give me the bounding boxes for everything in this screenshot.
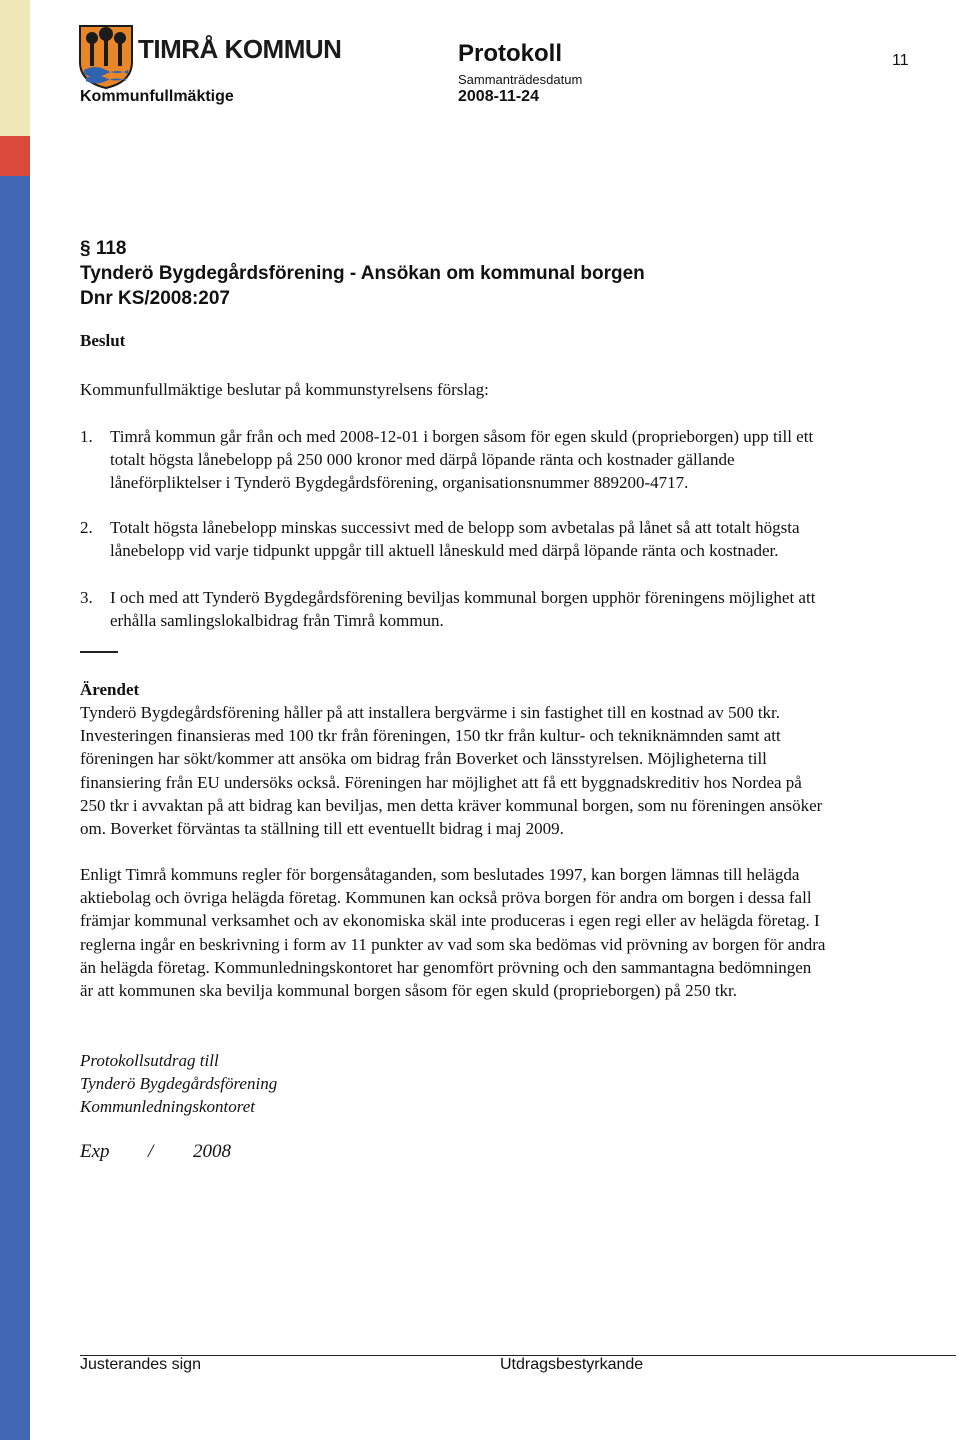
paragraph-line: föreningen har sökt/kommer att ansöka om bidrag från Boverket och länsstyrelsen. Möjligheterna till bbox=[80, 749, 767, 769]
distribution-recipient: Tynderö Bygdegårdsförening bbox=[80, 1074, 278, 1093]
case-heading bbox=[80, 236, 645, 311]
arendet-paragraph bbox=[80, 701, 956, 840]
footer-certification-label: Utdragsbestyrkande bbox=[500, 1356, 644, 1373]
case-title: Tynderö Bygdegårdsförening - Ansökan om kommunal borgen bbox=[80, 263, 645, 284]
margin-stripe-red bbox=[0, 136, 30, 176]
paragraph-number: § 118 bbox=[80, 238, 127, 259]
decision-item bbox=[80, 425, 955, 494]
distribution-recipient: Kommunledningskontoret bbox=[80, 1097, 256, 1116]
beslut-heading: Beslut bbox=[80, 331, 126, 350]
page-number: 11 bbox=[892, 52, 909, 69]
decision-item-line: lånebelopp vid varje tidpunkt uppgår till aktuell låneskuld med därpå löpande ränta och kostnader. bbox=[110, 541, 779, 560]
margin-stripe-blue bbox=[0, 176, 30, 1440]
paragraph-line: Investeringen finansieras med 100 tkr från föreningen, 150 tkr från kultur- och tekniknämnden samt att bbox=[80, 726, 781, 746]
paragraph-line: reglerna ingår en beskrivning i form av 11 punkter av vad som ska bedömas vid prövning av borgen för andra bbox=[80, 934, 826, 954]
decision-item-line: totalt högsta lånebelopp på 250 000 kronor med därpå löpande ränta och kostnader gällande bbox=[110, 450, 735, 469]
decision-item bbox=[80, 516, 955, 562]
decision-body: Kommunfullmäktige bbox=[80, 88, 234, 105]
case-dnr: Dnr KS/2008:207 bbox=[80, 288, 230, 309]
paragraph-line: om. Boverket förväntas ta ställning till ett eventuellt bidrag i maj 2009. bbox=[80, 819, 564, 839]
decision-item-line: Timrå kommun går från och med 2008-12-01 i borgen såsom för egen skuld (proprieborgen) upp till ett bbox=[110, 427, 814, 446]
paragraph-line: Tynderö Bygdegårdsförening håller på att installera bergvärme i sin fastighet till en kostnad av 500 tkr. bbox=[80, 703, 781, 722]
timra-crest-icon bbox=[76, 24, 136, 90]
paragraph-line: finansiering från EU undersöks också. Föreningen har möjlighet att få ett byggnadskreditiv hos Nordea på bbox=[80, 772, 802, 792]
decision-item-line: Totalt högsta lånebelopp minskas successivt med de belopp som avbetalas på lånet så att totalt högsta bbox=[110, 518, 800, 537]
paragraph-line: är att kommunen ska bevilja kommunal borgen såsom för egen skuld (proprieborgen) på 250 tkr. bbox=[80, 981, 738, 1001]
expedition-label: Exp bbox=[80, 1141, 110, 1162]
beslut-intro: Kommunfullmäktige beslutar på kommunstyrelsens förslag: bbox=[80, 380, 489, 399]
paragraph-line: än helägda företag. Kommunledningskontoret har genomfört prövning och den sammantagna bedömningen bbox=[80, 957, 812, 977]
arendet-heading: Ärendet bbox=[80, 680, 140, 699]
decision-item-number: 3. bbox=[80, 588, 93, 607]
section-divider bbox=[80, 651, 118, 653]
paragraph-line: Enligt Timrå kommuns regler för borgensåtaganden, som beslutades 1997, kan borgen lämnas till helägda bbox=[80, 865, 800, 884]
decision-item-line: erhålla samlingslokalbidrag från Timrå kommun. bbox=[110, 611, 444, 630]
arendet-paragraph bbox=[80, 863, 956, 1002]
decision-item-line: I och med att Tynderö Bygdegårdsförening beviljas kommunal borgen upphör föreningens möjlighet att bbox=[110, 588, 816, 607]
meeting-date-label: Sammanträdesdatum bbox=[458, 72, 583, 87]
paragraph-line: aktiebolag och övriga helägda företag. Kommunen kan också pröva borgen för andra om borgen i dessa fall bbox=[80, 888, 812, 908]
expedition-separator: / bbox=[148, 1141, 154, 1162]
paragraph-line: främjar kommunal verksamhet och av ekonomiska skäl inte produceras i egen regi eller av helägda företag. I bbox=[80, 911, 820, 931]
document-type: Protokoll bbox=[458, 40, 563, 67]
distribution-heading: Protokollsutdrag till bbox=[80, 1051, 219, 1070]
footer-signature-label: Justerandes sign bbox=[80, 1356, 201, 1373]
expedition-year: 2008 bbox=[193, 1141, 231, 1162]
decision-item-number: 1. bbox=[80, 427, 93, 446]
municipality-name: TIMRÅ KOMMUN bbox=[138, 34, 342, 64]
municipality-logo bbox=[76, 24, 342, 90]
meeting-date: 2008-11-24 bbox=[458, 88, 539, 105]
margin-stripe-cream bbox=[0, 0, 30, 136]
decision-item-line: låneförpliktelser i Tynderö Bygdegårdsförening, organisationsnummer 889200-4717. bbox=[110, 473, 689, 492]
paragraph-line: 250 tkr i avvaktan på att bidrag kan beviljas, men detta kräver kommunal borgen, som nu föreningen ansöker bbox=[80, 795, 823, 815]
decision-item bbox=[80, 586, 955, 632]
decision-item-number: 2. bbox=[80, 518, 93, 537]
